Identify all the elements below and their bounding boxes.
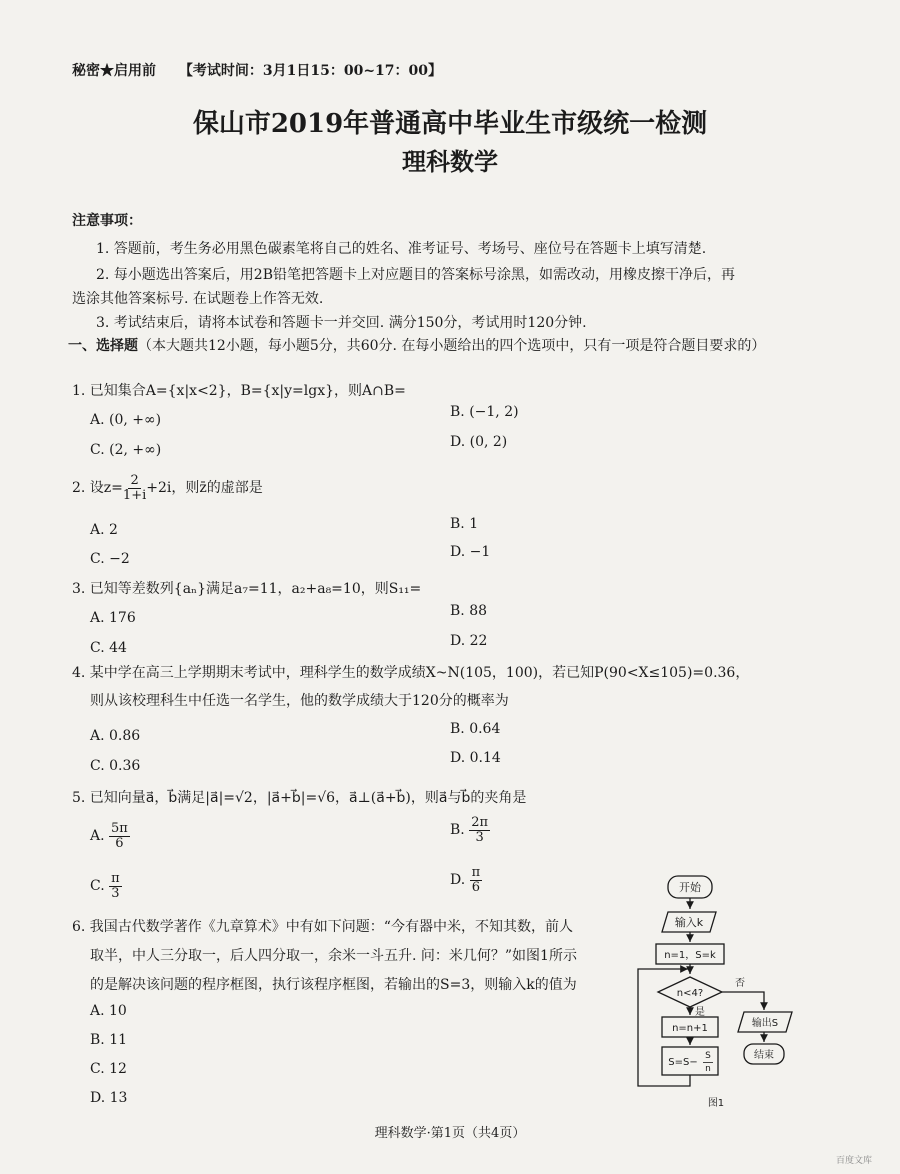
flow-yes-label: 是 bbox=[695, 1007, 705, 1018]
note-item: 选涂其他答案标号. 在试题卷上作答无效. bbox=[72, 291, 324, 307]
q2-stem-pre: 2. 设z= bbox=[72, 480, 123, 497]
q5-c-label: C. bbox=[90, 878, 105, 895]
q1-option-c: C. (2, +∞) bbox=[90, 442, 162, 458]
q1-option-a: A. (0, +∞) bbox=[90, 412, 162, 428]
flowchart bbox=[628, 872, 828, 1112]
subject-title: 理科数学 bbox=[402, 147, 498, 176]
q6-option-d: D. 13 bbox=[90, 1090, 128, 1106]
note-item: 1. 答题前，考生务必用黑色碳素笔将自己的姓名、准考证号、考场号、座位号在答题卡上填写清楚. bbox=[96, 241, 707, 257]
flow-update-num: S bbox=[705, 1051, 711, 1061]
exam-time: 【考试时间：3月1日15：00~17：00】 bbox=[178, 63, 443, 79]
q5-option-a bbox=[90, 822, 130, 850]
note-item: 2. 每小题选出答案后，用2B铅笔把答题卡上对应题目的答案标号涂黑，如需改动，用橡皮擦干净后，再 bbox=[96, 267, 736, 283]
q4-option-a: A. 0.86 bbox=[90, 728, 141, 744]
q6-option-a: A. 10 bbox=[90, 1003, 127, 1019]
q5-b-fraction bbox=[469, 816, 490, 844]
q5-a-label: A. bbox=[90, 828, 105, 845]
q5-option-c bbox=[90, 872, 122, 900]
section-heading bbox=[68, 335, 765, 355]
section-title: 一、选择题 bbox=[68, 338, 138, 354]
header-line bbox=[72, 60, 442, 80]
q2-frac-den: 1+i bbox=[122, 487, 147, 503]
q5-a-num: 5π bbox=[111, 821, 128, 836]
q5-c-den: 3 bbox=[111, 885, 120, 901]
q5-b-den: 3 bbox=[475, 829, 484, 845]
flow-input-label: 输入k bbox=[674, 916, 704, 929]
q5-d-label: D. bbox=[450, 872, 466, 889]
q5-a-den: 6 bbox=[115, 835, 124, 851]
question-6-stem-2: 取半，中人三分取一，后人四分取一，余米一斗五升. 问：米几何？”如图1所示 bbox=[90, 948, 577, 964]
flow-start-label: 开始 bbox=[679, 881, 701, 894]
secret-label: 秘密★启用前 bbox=[72, 63, 156, 79]
q3-option-b: B. 88 bbox=[450, 603, 488, 619]
q4-option-d: D. 0.14 bbox=[450, 750, 501, 766]
q3-option-a: A. 176 bbox=[90, 610, 136, 626]
q4-option-b: B. 0.64 bbox=[450, 721, 501, 737]
q6-option-b: B. 11 bbox=[90, 1032, 128, 1048]
q5-d-num: π bbox=[471, 865, 481, 880]
flow-end-label: 结束 bbox=[754, 1050, 774, 1061]
section-desc: （本大题共12小题，每小题5分，共60分. 在每小题给出的四个选项中，只有一项是符合题目要求的） bbox=[138, 338, 766, 354]
q1-option-b: B. (−1, 2) bbox=[450, 404, 519, 420]
q5-d-fraction bbox=[470, 866, 483, 894]
q5-c-num: π bbox=[111, 871, 120, 886]
flow-update-label: S=S− bbox=[668, 1057, 698, 1068]
q5-option-b bbox=[450, 816, 490, 844]
q2-option-d: D. −1 bbox=[450, 544, 491, 560]
question-1-stem: 1. 已知集合A={x|x<2}，B={x|y=lgx}，则A∩B= bbox=[72, 383, 406, 399]
q5-option-d bbox=[450, 866, 482, 894]
q1-option-d: D. (0, 2) bbox=[450, 434, 508, 450]
flow-update-den: n bbox=[705, 1064, 711, 1074]
q2-option-c: C. −2 bbox=[90, 551, 130, 567]
flow-cond-label: n<4? bbox=[676, 988, 704, 999]
flow-no-label: 否 bbox=[735, 978, 745, 989]
q2-stem-post: +2i，则z̄的虚部是 bbox=[146, 480, 263, 497]
q2-frac-num: 2 bbox=[130, 473, 139, 488]
note-item: 3. 考试结束后，请将本试卷和答题卡一并交回. 满分150分，考试用时120分钟. bbox=[96, 315, 587, 331]
q3-option-c: C. 44 bbox=[90, 640, 127, 656]
flow-caption: 图1 bbox=[707, 1098, 725, 1109]
question-6-stem-3: 的是解决该问题的程序框图，执行该程序框图，若输出的S=3，则输入k的值为 bbox=[90, 977, 577, 993]
question-6-stem: 6. 我国古代数学著作《九章算术》中有如下问题：“今有器中米，不知其数，前人 bbox=[72, 919, 573, 935]
q5-b-num: 2π bbox=[471, 815, 489, 830]
flow-init-label: n=1，S=k bbox=[664, 950, 716, 961]
q5-c-fraction bbox=[109, 872, 122, 900]
question-2-stem bbox=[72, 474, 263, 502]
q5-d-den: 6 bbox=[471, 879, 481, 895]
q3-option-d: D. 22 bbox=[450, 633, 488, 649]
watermark: 百度文库 bbox=[835, 1156, 872, 1166]
flow-inc-label: n=n+1 bbox=[672, 1023, 708, 1034]
q5-a-fraction bbox=[109, 822, 130, 850]
question-5-stem: 5. 已知向量a⃗，b⃗满足|a⃗|=√2，|a⃗+b⃗|=√6，a⃗⊥(a⃗+b⃗)，则a⃗与b⃗的夹角是 bbox=[72, 790, 527, 806]
question-4-stem-2: 则从该校理科生中任选一名学生，他的数学成绩大于120分的概率为 bbox=[90, 693, 509, 709]
q4-option-c: C. 0.36 bbox=[90, 758, 141, 774]
flow-output-label: 输出S bbox=[751, 1018, 779, 1029]
exam-title: 保山市2019年普通高中毕业生市级统一检测 bbox=[192, 109, 708, 139]
flow-no-arrow bbox=[722, 992, 764, 1010]
q6-option-c: C. 12 bbox=[90, 1061, 127, 1077]
question-4-stem: 4. 某中学在高三上学期期末考试中，理科学生的数学成绩X~N(105，100)，若已知P(90<X≤105)=0.36， bbox=[72, 665, 750, 681]
q5-b-label: B. bbox=[450, 822, 465, 839]
question-3-stem: 3. 已知等差数列{aₙ}满足a₇=11，a₂+a₈=10，则S₁₁= bbox=[72, 581, 422, 597]
q2-fraction bbox=[123, 474, 146, 502]
notes-heading: 注意事项： bbox=[72, 213, 142, 229]
q2-option-a: A. 2 bbox=[90, 522, 118, 538]
q2-option-b: B. 1 bbox=[450, 516, 479, 532]
page-footer: 理科数学·第1页（共4页） bbox=[374, 1126, 526, 1141]
